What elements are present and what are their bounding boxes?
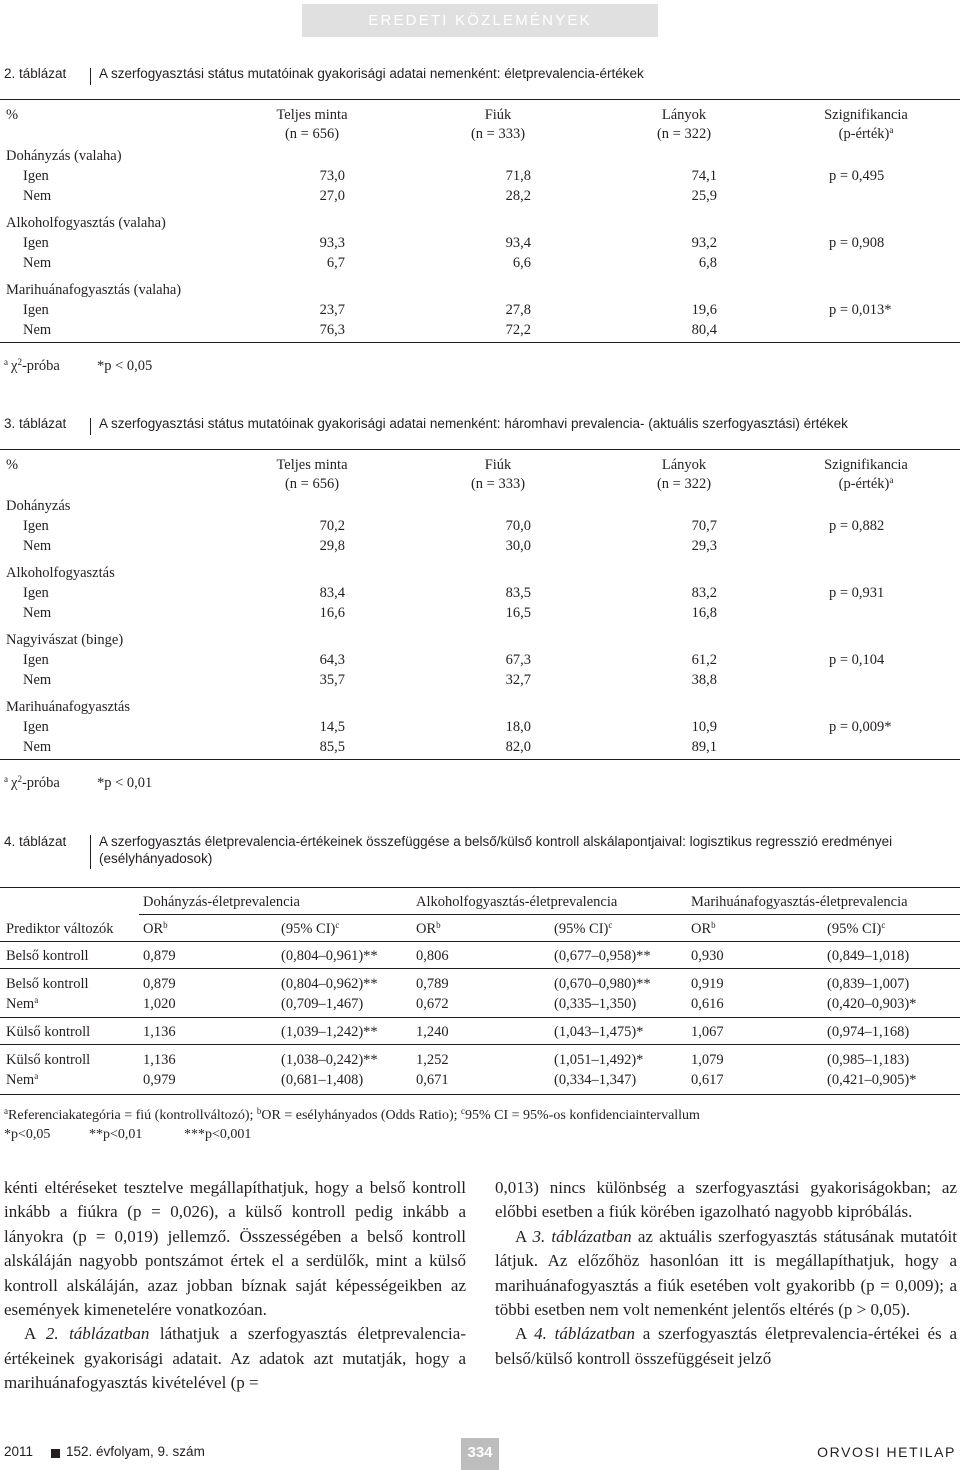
table-cell: (0,839–1,007) (827, 976, 910, 992)
superscript: a (889, 475, 894, 485)
table-cell: 89,1 (691, 738, 717, 755)
column-n (624, 475, 744, 494)
table-cell: 0,617 (691, 1072, 724, 1088)
table-rule (0, 342, 960, 343)
table-rule (0, 759, 960, 760)
page-number: 334 (467, 1444, 493, 1461)
group-title: Alkoholfogyasztás (6, 565, 115, 581)
table-rule (0, 1044, 960, 1045)
table-cell: 29,3 (691, 537, 717, 554)
table-footnote (4, 357, 60, 376)
table-cell: 1,252 (416, 1052, 449, 1068)
chi-symbol: χ (11, 358, 18, 374)
table-cell: 1,136 (143, 1052, 176, 1068)
table-cell: 0,919 (691, 976, 724, 992)
table-cell: 29,8 (319, 537, 345, 554)
paragraph: 0,013) nincs különbség a szerfogyasztási gyakoriságokban; az előbbi esetben a fiúk körében igazolható nagyobb kipróbálás. (495, 1178, 957, 1222)
superscript: c (461, 1106, 465, 1116)
table-4-label: 4. táblázat (4, 834, 67, 849)
section-header (302, 4, 658, 37)
table-cell: (1,038–0,242)** (281, 1052, 378, 1068)
or-header: OR (691, 921, 712, 937)
table-cell: (0,677–0,958)** (554, 948, 651, 964)
table-rule (0, 449, 960, 450)
table-cell: 73,0 (319, 168, 345, 184)
table-cell: 14,5 (319, 719, 345, 735)
row-label: Igen (23, 719, 49, 735)
column-header: Lányok (661, 107, 707, 123)
footer-year: 2011 (4, 1444, 34, 1459)
p-value: p = 0,882 (829, 518, 885, 534)
superscript: a (34, 1071, 39, 1081)
superscript: c (608, 920, 613, 930)
table-cell: 83,2 (691, 585, 717, 601)
table-cell: 0,616 (691, 996, 724, 1012)
superscript: a (889, 125, 894, 135)
row-label: Nem (23, 537, 52, 554)
table-cell: 0,806 (416, 948, 449, 964)
row-label: Igen (23, 168, 49, 184)
section-title: EREDETI KÖZLEMÉNYEK (368, 12, 592, 29)
text: A (515, 1226, 533, 1246)
table-cell: 16,6 (319, 604, 345, 621)
row-label: Nem (23, 604, 52, 621)
chi-symbol: χ (11, 775, 18, 791)
significance-note: *p < 0,01 (97, 775, 153, 791)
column-n (252, 475, 372, 494)
table-cell: 27,0 (319, 187, 345, 204)
column-n (806, 475, 926, 494)
column-n (624, 125, 744, 144)
table-cell: (1,039–1,242)** (281, 1024, 378, 1040)
row-label: Nem (23, 187, 52, 204)
group-title: Marihuánafogyasztás (valaha) (6, 282, 182, 298)
table-cell: 0,930 (691, 948, 724, 964)
journal-name: ORVOSI HETILAP (817, 1444, 956, 1460)
table-cell: 19,6 (691, 302, 717, 318)
table-rule (139, 914, 960, 915)
square-bullet-icon (51, 1449, 60, 1458)
column-header: Teljes minta (276, 457, 348, 473)
column-n (438, 125, 558, 144)
table-cell: (0,709–1,467) (281, 996, 364, 1012)
superscript: 2 (17, 774, 22, 784)
text: A (515, 1324, 535, 1344)
table-cell: 80,4 (691, 321, 717, 338)
significance-note: ***p<0,001 (184, 1127, 252, 1142)
table-cell: 61,2 (691, 652, 717, 668)
table-cell: 38,8 (691, 671, 717, 688)
footnote-c: 95% CI = 95%-os konfidenciaintervallum (465, 1108, 700, 1123)
group-title: Dohányzás (6, 498, 71, 514)
paragraph: kénti eltéréseket tesztelve megállapíthatjuk, hogy a belső kontroll inkább a fiúkra (p = 0,026), a külső kontroll pedig inkább a lányokra (p = 0,019) jellemző. Összességében a belső kontroll alskáláján nagyobb pontszámot értek el a serdülők, mint a külső kontroll alskáláján, azaz jobban bíznak saját képességeikben az események kimenetelére vonatkozóan. (4, 1178, 466, 1320)
table-rule (0, 1094, 960, 1095)
table-4-caption: A szerfogyasztás életprevalencia-értékeinek összefüggése a belső/külső kontroll alskálapontjaival: logisztikus regresszió eredményei (99, 834, 893, 849)
table-cell: (0,974–1,168) (827, 1024, 910, 1040)
table-cell: 0,879 (143, 976, 176, 992)
table-cell: (0,681–1,408) (281, 1072, 364, 1088)
row-label: Nem (23, 321, 52, 338)
superscript: b (163, 920, 168, 930)
predictor-text: Belső kontroll (6, 976, 89, 992)
table-label: 2. táblázat (4, 66, 67, 81)
ci-header: (95% CI) (554, 921, 609, 937)
superscript: a (4, 1106, 8, 1116)
table-cell: 30,0 (505, 537, 531, 554)
footer-volume: 152. évfolyam, 9. szám (66, 1444, 205, 1459)
p-value: p = 0,104 (829, 652, 885, 668)
table-cell: 18,0 (505, 719, 531, 735)
predictor-label (6, 1023, 90, 1042)
superscript: c (881, 920, 886, 930)
predictor-label (6, 947, 89, 966)
row-label: Igen (23, 518, 49, 534)
text: láthatjuk a szerfogyasztás életprevalencia-értékeinek gyakorisági adatait. Az adatok azt mutatják, hogy a marihuánafogyasztás kivételével (p = (4, 1324, 466, 1393)
row-label: Igen (23, 585, 49, 601)
predictor-label (6, 995, 38, 1014)
table-footnote (4, 774, 60, 793)
column-n-text: (n = 322) (656, 126, 712, 142)
caption-divider (90, 835, 91, 869)
table-cell: 1,067 (691, 1024, 724, 1040)
p-value: p = 0,495 (829, 168, 885, 184)
row-label: Nem (23, 254, 52, 271)
table-cell: 71,8 (505, 168, 531, 184)
table-cell: 70,2 (319, 518, 345, 534)
table-caption: A szerfogyasztási státus mutatóinak gyakorisági adatai nemenként: háromhavi prevalencia- (aktuális szerfogyasztási) értékek (99, 416, 848, 431)
table-label: 3. táblázat (4, 416, 67, 431)
predictor-text: Külső kontroll (6, 1024, 91, 1040)
table-cell: 6,8 (698, 254, 717, 271)
superscript: 2 (17, 357, 22, 367)
table-cell: 70,7 (691, 518, 717, 534)
table-cell: 93,2 (691, 235, 717, 251)
table-cell: 0,879 (143, 948, 176, 964)
table-cell: (0,334–1,347) (554, 1072, 637, 1088)
table-cell: (0,804–0,962)** (281, 976, 378, 992)
body-column-left (4, 1176, 466, 1396)
table-cell: 1,240 (416, 1024, 449, 1040)
paragraph (495, 1225, 957, 1323)
table-cell: 16,5 (505, 604, 531, 621)
column-header: Fiúk (484, 457, 512, 473)
ci-header: (95% CI) (281, 921, 336, 937)
superscript: a (34, 995, 39, 1005)
table-cell: 1,136 (143, 1024, 176, 1040)
table-cell: (0,420–0,903)* (827, 996, 917, 1012)
table-rule (0, 968, 960, 969)
caption-divider (90, 68, 91, 85)
table-cell: 67,3 (505, 652, 531, 668)
table-cell: 82,0 (505, 738, 531, 755)
percent-header: % (6, 107, 19, 123)
column-n-text: (n = 333) (470, 476, 526, 492)
superscript: a (4, 357, 8, 367)
table-cell: (0,804–0,961)** (281, 948, 378, 964)
column-n (438, 475, 558, 494)
table-cell: 0,789 (416, 976, 449, 992)
table-cell: (1,051–1,492)* (554, 1052, 644, 1068)
table-cell: 32,7 (505, 671, 531, 688)
predictor-text: Nem (6, 1072, 35, 1088)
table-cell: 93,3 (319, 235, 345, 251)
table-reference: 4. táblázatban (534, 1324, 635, 1344)
group-title: Dohányzás (valaha) (6, 148, 122, 164)
superscript: b (256, 1106, 262, 1116)
predictor-label (6, 975, 89, 994)
predictor-label (6, 1051, 90, 1070)
table-cell: 6,6 (512, 254, 531, 271)
superscript: a (4, 774, 8, 784)
or-header: OR (416, 921, 437, 937)
row-label: Igen (23, 235, 49, 251)
table-cell: 28,2 (505, 187, 531, 204)
p-value: p = 0,908 (829, 235, 885, 251)
significance-note: **p<0,01 (89, 1127, 143, 1142)
footnote-b: OR = esélyhányados (Odds Ratio); (261, 1108, 461, 1123)
column-header: Szignifikancia (824, 107, 908, 123)
table-reference: 3. táblázatban (532, 1226, 632, 1246)
column-n-text: (n = 333) (470, 126, 526, 142)
row-label: Igen (23, 302, 49, 318)
paragraph (495, 1322, 957, 1371)
ci-header: (95% CI) (827, 921, 882, 937)
table-cell: 85,5 (319, 738, 345, 755)
or-header: OR (143, 921, 164, 937)
table-cell: 64,3 (319, 652, 345, 668)
column-n-text: (n = 656) (284, 126, 340, 142)
text: A (24, 1324, 46, 1344)
table-cell: (1,043–1,475)* (554, 1024, 644, 1040)
superscript: b (436, 920, 441, 930)
column-n-text: (p-érték) (838, 476, 890, 492)
predictor-text: Belső kontroll (6, 948, 89, 964)
table-cell: 70,0 (505, 518, 531, 534)
p-value: p = 0,009* (829, 719, 892, 735)
table-cell: 0,672 (416, 996, 449, 1012)
predictor-text: Külső kontroll (6, 1052, 91, 1068)
table-cell: (0,985–1,183) (827, 1052, 910, 1068)
table-cell: 0,671 (416, 1072, 449, 1088)
table-rule (0, 1017, 960, 1018)
table-cell: 1,020 (143, 996, 176, 1012)
table-cell: (0,849–1,018) (827, 948, 910, 964)
percent-header: % (6, 457, 19, 473)
predictor-header: Prediktor változók (6, 921, 114, 937)
test-name: -próba (21, 775, 60, 791)
table-4-footnote (4, 1106, 700, 1125)
table-cell: 10,9 (691, 719, 717, 735)
superscript: c (335, 920, 340, 930)
table-cell: 27,8 (505, 302, 531, 318)
table-cell: 76,3 (319, 321, 345, 338)
table-cell: 25,9 (691, 187, 717, 204)
predictor-text: Nem (6, 996, 35, 1012)
footnote-a: Referenciakategória = fiú (kontrollváltozó); (8, 1108, 257, 1123)
caption-divider (90, 418, 91, 435)
table-rule (0, 887, 960, 888)
row-label: Nem (23, 671, 52, 688)
table-cell: 72,2 (505, 321, 531, 338)
table-cell: 1,079 (691, 1052, 724, 1068)
table-caption: A szerfogyasztási státus mutatóinak gyakorisági adatai nemenként: életprevalencia-értékek (99, 66, 644, 81)
table-cell: 83,5 (505, 585, 531, 601)
table-cell: 74,1 (691, 168, 717, 184)
text: a szerfogyasztás életprevalencia-értékei és a belső/külső kontroll összefüggéseit jelző (495, 1324, 957, 1368)
paragraph (4, 1322, 466, 1395)
table-cell: (0,670–0,980)** (554, 976, 651, 992)
superscript: b (711, 920, 716, 930)
table-cell: 16,8 (691, 604, 717, 621)
group-title: Marihuánafogyasztás (6, 699, 131, 715)
p-value: p = 0,931 (829, 585, 885, 601)
group-header: Dohányzás-életprevalencia (143, 894, 300, 910)
table-rule (0, 99, 960, 100)
table-cell: 35,7 (319, 671, 345, 688)
column-n-text: (p-érték) (838, 126, 890, 142)
column-header: Fiúk (484, 107, 512, 123)
text: az aktuális szerfogyasztás státusának mutatóit látjuk. Az előzőhöz hasonlóan itt is megállapíthatjuk, hogy a marihuánafogyasztás a fiúk esetében volt gyakoribb (p = 0,009); a többi esetben nem volt nemenként jelentős eltérés (p > 0,05). (495, 1226, 957, 1320)
column-n (252, 125, 372, 144)
table-cell: 0,979 (143, 1072, 176, 1088)
column-header: Lányok (661, 457, 707, 473)
table-cell: (0,421–0,905)* (827, 1072, 917, 1088)
column-header: Teljes minta (276, 107, 348, 123)
predictor-label (6, 1071, 38, 1090)
group-header: Alkoholfogyasztás-életprevalencia (416, 894, 618, 910)
significance-note: *p<0,05 (4, 1127, 51, 1142)
body-column-right (495, 1176, 957, 1371)
row-label: Nem (23, 738, 52, 755)
table-cell: 83,4 (319, 585, 345, 601)
test-name: -próba (21, 358, 60, 374)
group-header: Marihuánafogyasztás-életprevalencia (691, 894, 908, 910)
group-title: Alkoholfogyasztás (valaha) (6, 215, 166, 231)
table-cell: 23,7 (319, 302, 345, 318)
table-cell: 6,7 (326, 254, 345, 271)
table-cell: (0,335–1,350) (554, 996, 637, 1012)
row-label: Igen (23, 652, 49, 668)
group-title: Nagyivászat (binge) (6, 632, 124, 648)
column-n-text: (n = 322) (656, 476, 712, 492)
column-header: Szignifikancia (824, 457, 908, 473)
p-value: p = 0,013* (829, 302, 892, 318)
column-n (806, 125, 926, 144)
table-4-caption-cont: (esélyhányadosok) (99, 851, 213, 866)
table-rule (0, 941, 960, 942)
significance-note: *p < 0,05 (97, 358, 153, 374)
column-n-text: (n = 656) (284, 476, 340, 492)
table-cell: 93,4 (505, 235, 531, 251)
table-reference: 2. táblázatban (45, 1324, 150, 1344)
